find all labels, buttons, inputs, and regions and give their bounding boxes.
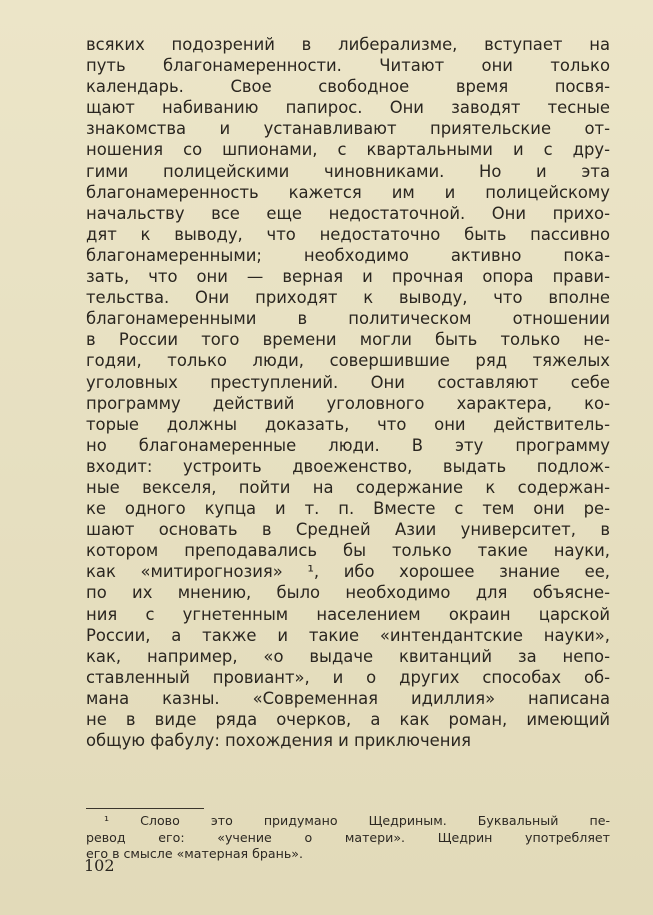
footnote-block: [86, 813, 610, 863]
text-line: всяких подозрений в либерализме, вступает на: [86, 35, 610, 54]
text-line: мана казны. «Современная идиллия» написана: [86, 688, 610, 708]
text-line: начальству все еще недостаточной. Они прихо-: [86, 203, 610, 223]
text-line: России, а также и такие «интендантские науки»,: [86, 625, 610, 645]
text-line: ке одного купца и т. п. Вместе с тем они ре-: [86, 499, 610, 519]
text-line: общую фабулу: похождения и приключения: [86, 731, 471, 751]
text-line: ные векселя, пойти на содержание к содержан-: [86, 477, 610, 497]
text-line: шают основать в Средней Азии университет, в: [86, 520, 610, 540]
text-line: щают набиванию папирос. Они заводят тесные: [86, 98, 610, 118]
text-line: по их мнению, было необходимо для объясне-: [86, 583, 610, 603]
text-line: ношения со шпионами, с квартальными и с дру-: [86, 140, 610, 160]
body-text: [86, 34, 610, 751]
text-line: годяи, только люди, совершившие ряд тяжелых: [86, 351, 610, 371]
text-line: торые должны доказать, что они действитель-: [86, 414, 610, 434]
footnote-divider: [86, 808, 204, 809]
text-line: ставленный провиант», и о других способах об-: [86, 667, 610, 687]
text-line: но благонамеренные люди. В эту программу: [86, 435, 610, 455]
text-line: как, например, «о выдаче квитанций за непо-: [86, 646, 610, 666]
text-line: котором преподавались бы только такие науки,: [86, 541, 610, 561]
text-line: ния с угнетенным населением окраин царской: [86, 604, 610, 624]
text-line: благонамеренность кажется им и полицейскому: [86, 182, 610, 202]
text-line: зать, что они — верная и прочная опора прави-: [86, 267, 610, 287]
text-line: входит: устроить двоеженство, выдать подлож-: [86, 456, 610, 476]
footnote-line: ¹ Слово это придумано Щедриным. Буквальный пе-: [104, 813, 610, 828]
text-line: как «митирогнозия» ¹, ибо хорошее знание ее,: [86, 562, 610, 582]
text-line: уголовных преступлений. Они составляют себе: [86, 372, 610, 392]
text-line: не в виде ряда очерков, а как роман, имеющий: [86, 710, 610, 729]
text-line: путь благонамеренности. Читают они только: [86, 56, 610, 76]
text-line: программу действий уголовного характера, ко-: [86, 393, 610, 413]
text-line: благонамеренными; необходимо активно пока-: [86, 245, 610, 265]
text-line: календарь. Свое свободное время посвя-: [86, 77, 610, 97]
text-line: благонамеренными в политическом отношении: [86, 309, 610, 329]
text-line: тельства. Они приходят к выводу, что вполне: [86, 288, 610, 308]
footnote-line: его в смысле «матерная брань».: [86, 846, 303, 861]
text-line: знакомства и устанавливают приятельские от-: [86, 119, 610, 139]
page-number: 102: [84, 856, 115, 875]
text-line: гими полицейскими чиновниками. Но и эта: [86, 161, 610, 181]
footnote-line: ревод его: «учение о матери». Щедрин употребляет: [86, 829, 610, 845]
text-line: дят к выводу, что недостаточно быть пассивно: [86, 224, 610, 244]
text-line: в России того времени могли быть только не-: [86, 330, 610, 350]
